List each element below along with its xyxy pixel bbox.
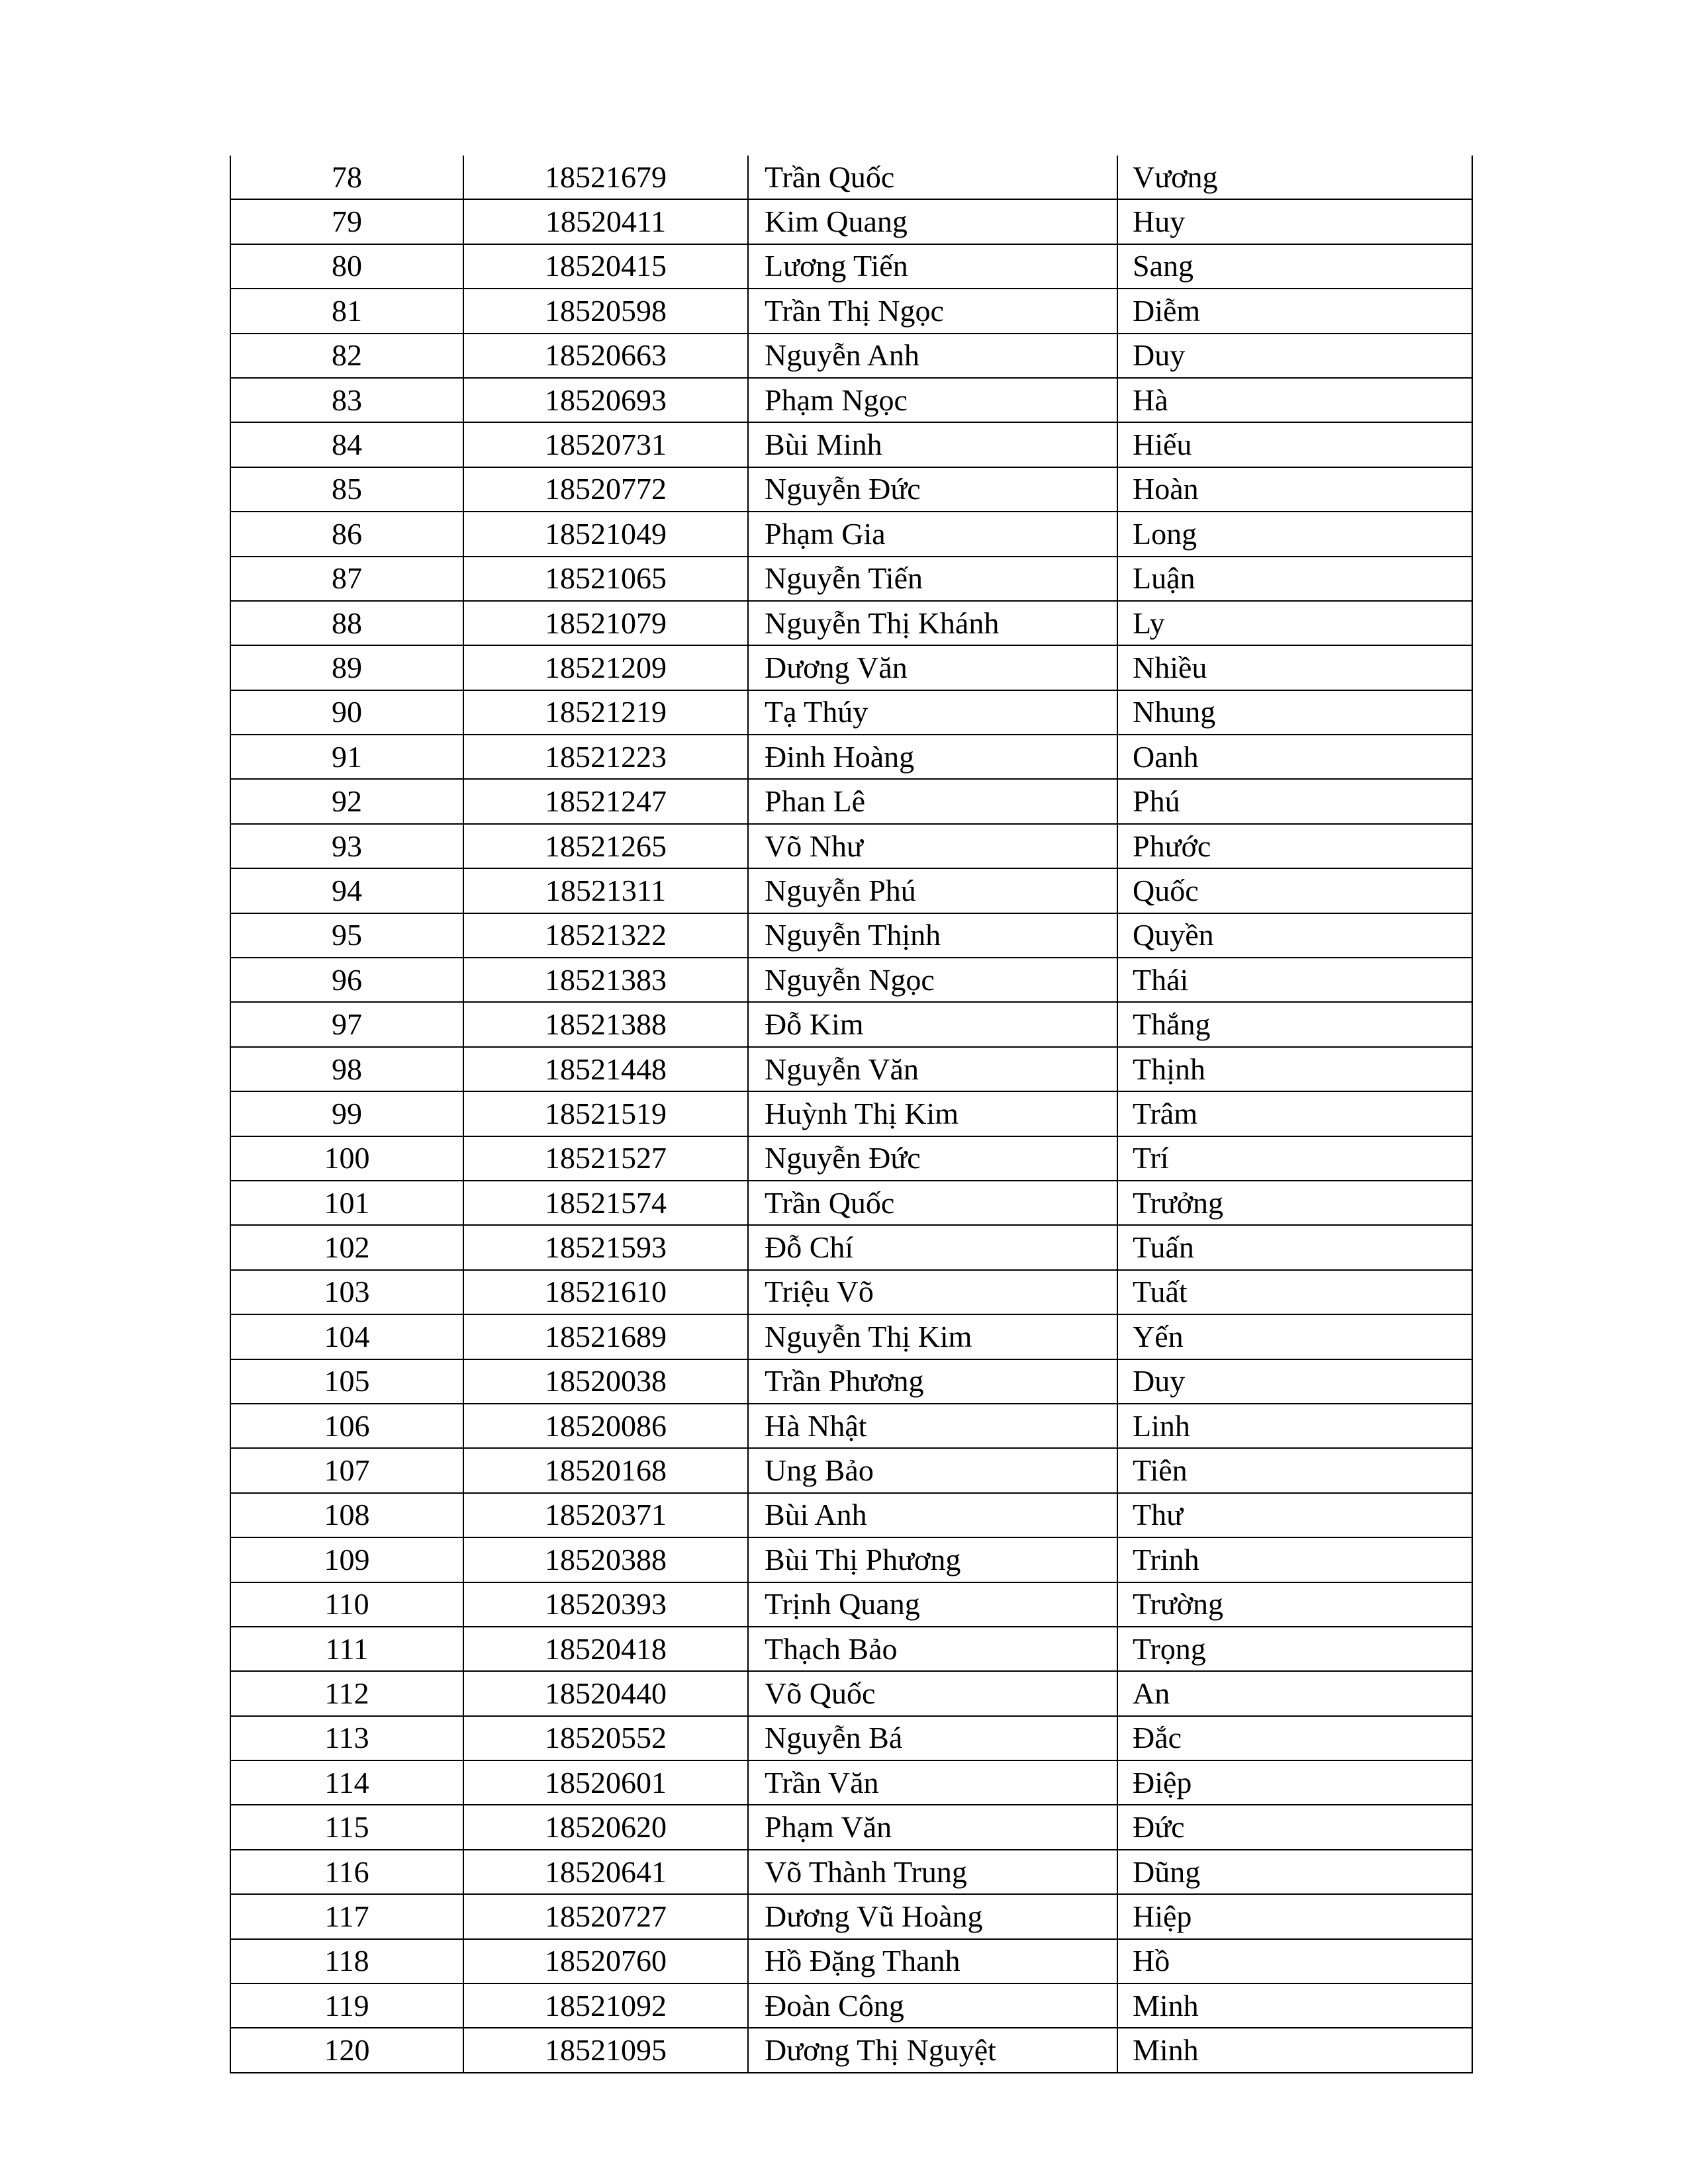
family-middle-name-cell: Đinh Hoàng	[748, 735, 1117, 779]
row-number-cell: 82	[230, 334, 463, 378]
row-number-cell: 110	[230, 1582, 463, 1627]
family-middle-name-cell: Nguyễn Văn	[748, 1047, 1117, 1091]
family-middle-name-cell: Trần Thị Ngọc	[748, 289, 1117, 333]
row-number-cell: 96	[230, 958, 463, 1002]
table-row	[230, 1939, 1472, 1983]
student-id-cell: 18521219	[463, 690, 748, 735]
given-name-cell: Hiệp	[1117, 1894, 1472, 1938]
table-row	[230, 334, 1472, 378]
family-middle-name-cell: Phan Lê	[748, 779, 1117, 823]
family-middle-name-cell: Nguyễn Tiến	[748, 557, 1117, 601]
student-id-cell: 18520168	[463, 1448, 748, 1492]
table-row	[230, 1359, 1472, 1404]
student-id-cell: 18521610	[463, 1270, 748, 1314]
given-name-cell: Quyền	[1117, 913, 1472, 958]
student-id-cell: 18520086	[463, 1404, 748, 1448]
given-name-cell: Quốc	[1117, 868, 1472, 913]
student-id-cell: 18521265	[463, 824, 748, 868]
family-middle-name-cell: Đoàn Công	[748, 1983, 1117, 2028]
family-middle-name-cell: Lương Tiến	[748, 244, 1117, 289]
family-middle-name-cell: Triệu Võ	[748, 1270, 1117, 1314]
given-name-cell: Trinh	[1117, 1537, 1472, 1582]
given-name-cell: Huy	[1117, 199, 1472, 244]
student-id-cell: 18520641	[463, 1850, 748, 1894]
family-middle-name-cell: Dương Văn	[748, 645, 1117, 690]
given-name-cell: Oanh	[1117, 735, 1472, 779]
row-number-cell: 103	[230, 1270, 463, 1314]
student-id-cell: 18521095	[463, 2028, 748, 2072]
student-id-cell: 18520418	[463, 1627, 748, 1671]
table-row	[230, 1716, 1472, 1760]
family-middle-name-cell: Nguyễn Ngọc	[748, 958, 1117, 1002]
family-middle-name-cell: Nguyễn Bá	[748, 1716, 1117, 1760]
family-middle-name-cell: Bùi Minh	[748, 422, 1117, 467]
family-middle-name-cell: Nguyễn Thị Khánh	[748, 601, 1117, 645]
student-id-cell: 18521527	[463, 1136, 748, 1181]
given-name-cell: Ly	[1117, 601, 1472, 645]
table-row	[230, 913, 1472, 958]
family-middle-name-cell: Võ Như	[748, 824, 1117, 868]
given-name-cell: Yến	[1117, 1314, 1472, 1359]
row-number-cell: 111	[230, 1627, 463, 1671]
family-middle-name-cell: Thạch Bảo	[748, 1627, 1117, 1671]
table-row	[230, 1091, 1472, 1136]
table-row	[230, 244, 1472, 289]
given-name-cell: Trưởng	[1117, 1181, 1472, 1225]
row-number-cell: 87	[230, 557, 463, 601]
student-id-cell: 18521079	[463, 601, 748, 645]
table-row	[230, 557, 1472, 601]
table-row	[230, 1002, 1472, 1046]
family-middle-name-cell: Trần Văn	[748, 1760, 1117, 1805]
table-row	[230, 1270, 1472, 1314]
family-middle-name-cell: Phạm Ngọc	[748, 378, 1117, 422]
given-name-cell: Duy	[1117, 1359, 1472, 1404]
family-middle-name-cell: Nguyễn Đức	[748, 1136, 1117, 1181]
given-name-cell: Điệp	[1117, 1760, 1472, 1805]
given-name-cell: Hà	[1117, 378, 1472, 422]
student-id-cell: 18520371	[463, 1493, 748, 1537]
family-middle-name-cell: Trịnh Quang	[748, 1582, 1117, 1627]
student-id-cell: 18520772	[463, 467, 748, 512]
table-row	[230, 735, 1472, 779]
student-id-cell: 18521247	[463, 779, 748, 823]
student-id-cell: 18520393	[463, 1582, 748, 1627]
table-row	[230, 422, 1472, 467]
student-id-cell: 18520415	[463, 244, 748, 289]
family-middle-name-cell: Đỗ Kim	[748, 1002, 1117, 1046]
table-row	[230, 1493, 1472, 1537]
family-middle-name-cell: Tạ Thúy	[748, 690, 1117, 735]
given-name-cell: Thịnh	[1117, 1047, 1472, 1091]
row-number-cell: 115	[230, 1805, 463, 1849]
given-name-cell: Thắng	[1117, 1002, 1472, 1046]
table-row	[230, 199, 1472, 244]
table-row	[230, 512, 1472, 556]
table-row	[230, 1136, 1472, 1181]
student-id-cell: 18520663	[463, 334, 748, 378]
row-number-cell: 93	[230, 824, 463, 868]
student-id-cell: 18521209	[463, 645, 748, 690]
given-name-cell: Phước	[1117, 824, 1472, 868]
row-number-cell: 85	[230, 467, 463, 512]
row-number-cell: 117	[230, 1894, 463, 1938]
given-name-cell: Đức	[1117, 1805, 1472, 1849]
student-id-cell: 18521383	[463, 958, 748, 1002]
family-middle-name-cell: Võ Quốc	[748, 1671, 1117, 1715]
student-id-cell: 18521519	[463, 1091, 748, 1136]
row-number-cell: 91	[230, 735, 463, 779]
table-row	[230, 467, 1472, 512]
given-name-cell: Trọng	[1117, 1627, 1472, 1671]
family-middle-name-cell: Kim Quang	[748, 199, 1117, 244]
table-row	[230, 958, 1472, 1002]
family-middle-name-cell: Đỗ Chí	[748, 1225, 1117, 1269]
row-number-cell: 104	[230, 1314, 463, 1359]
table-row	[230, 1404, 1472, 1448]
student-id-cell: 18520601	[463, 1760, 748, 1805]
given-name-cell: Trí	[1117, 1136, 1472, 1181]
row-number-cell: 92	[230, 779, 463, 823]
family-middle-name-cell: Nguyễn Thị Kim	[748, 1314, 1117, 1359]
given-name-cell: Sang	[1117, 244, 1472, 289]
given-name-cell: An	[1117, 1671, 1472, 1715]
table-row	[230, 1894, 1472, 1938]
family-middle-name-cell: Nguyễn Anh	[748, 334, 1117, 378]
table-row	[230, 690, 1472, 735]
given-name-cell: Nhiều	[1117, 645, 1472, 690]
student-id-cell: 18521689	[463, 1314, 748, 1359]
family-middle-name-cell: Trần Quốc	[748, 1181, 1117, 1225]
row-number-cell: 101	[230, 1181, 463, 1225]
table-row	[230, 1314, 1472, 1359]
table-row	[230, 1537, 1472, 1582]
table-row	[230, 1225, 1472, 1269]
table-row	[230, 2028, 1472, 2072]
family-middle-name-cell: Phạm Văn	[748, 1805, 1117, 1849]
table-body	[230, 156, 1472, 2073]
student-id-cell: 18521593	[463, 1225, 748, 1269]
given-name-cell: Luận	[1117, 557, 1472, 601]
row-number-cell: 90	[230, 690, 463, 735]
table-row	[230, 1760, 1472, 1805]
table-row	[230, 1805, 1472, 1849]
student-id-cell: 18520620	[463, 1805, 748, 1849]
given-name-cell: Long	[1117, 512, 1472, 556]
row-number-cell: 98	[230, 1047, 463, 1091]
row-number-cell: 95	[230, 913, 463, 958]
student-id-cell: 18521311	[463, 868, 748, 913]
student-id-cell: 18521049	[463, 512, 748, 556]
student-id-cell: 18520760	[463, 1939, 748, 1983]
row-number-cell: 107	[230, 1448, 463, 1492]
student-id-cell: 18521679	[463, 156, 748, 199]
row-number-cell: 105	[230, 1359, 463, 1404]
family-middle-name-cell: Hà Nhật	[748, 1404, 1117, 1448]
family-middle-name-cell: Ung Bảo	[748, 1448, 1117, 1492]
given-name-cell: Hồ	[1117, 1939, 1472, 1983]
given-name-cell: Đắc	[1117, 1716, 1472, 1760]
row-number-cell: 118	[230, 1939, 463, 1983]
student-id-cell: 18520038	[463, 1359, 748, 1404]
table-row	[230, 779, 1472, 823]
family-middle-name-cell: Trần Quốc	[748, 156, 1117, 199]
row-number-cell: 108	[230, 1493, 463, 1537]
given-name-cell: Trâm	[1117, 1091, 1472, 1136]
student-id-cell: 18520731	[463, 422, 748, 467]
row-number-cell: 106	[230, 1404, 463, 1448]
given-name-cell: Phú	[1117, 779, 1472, 823]
family-middle-name-cell: Dương Thị Nguyệt	[748, 2028, 1117, 2072]
family-middle-name-cell: Võ Thành Trung	[748, 1850, 1117, 1894]
row-number-cell: 80	[230, 244, 463, 289]
given-name-cell: Diễm	[1117, 289, 1472, 333]
table-row	[230, 868, 1472, 913]
table-row	[230, 378, 1472, 422]
given-name-cell: Hoàn	[1117, 467, 1472, 512]
row-number-cell: 78	[230, 156, 463, 199]
table-row	[230, 601, 1472, 645]
family-middle-name-cell: Nguyễn Đức	[748, 467, 1117, 512]
row-number-cell: 120	[230, 2028, 463, 2072]
row-number-cell: 88	[230, 601, 463, 645]
student-id-cell: 18521388	[463, 1002, 748, 1046]
family-middle-name-cell: Trần Phương	[748, 1359, 1117, 1404]
table-row	[230, 1582, 1472, 1627]
family-middle-name-cell: Bùi Thị Phương	[748, 1537, 1117, 1582]
family-middle-name-cell: Huỳnh Thị Kim	[748, 1091, 1117, 1136]
student-id-cell: 18521092	[463, 1983, 748, 2028]
table-row	[230, 1047, 1472, 1091]
table-row	[230, 1850, 1472, 1894]
given-name-cell: Hiếu	[1117, 422, 1472, 467]
row-number-cell: 99	[230, 1091, 463, 1136]
row-number-cell: 83	[230, 378, 463, 422]
given-name-cell: Vương	[1117, 156, 1472, 199]
table-row	[230, 1671, 1472, 1715]
given-name-cell: Dũng	[1117, 1850, 1472, 1894]
row-number-cell: 94	[230, 868, 463, 913]
row-number-cell: 114	[230, 1760, 463, 1805]
given-name-cell: Minh	[1117, 2028, 1472, 2072]
student-id-cell: 18520552	[463, 1716, 748, 1760]
given-name-cell: Duy	[1117, 334, 1472, 378]
given-name-cell: Thái	[1117, 958, 1472, 1002]
row-number-cell: 81	[230, 289, 463, 333]
given-name-cell: Trường	[1117, 1582, 1472, 1627]
row-number-cell: 112	[230, 1671, 463, 1715]
student-id-cell: 18520727	[463, 1894, 748, 1938]
student-id-cell: 18521448	[463, 1047, 748, 1091]
given-name-cell: Minh	[1117, 1983, 1472, 2028]
table-row	[230, 824, 1472, 868]
given-name-cell: Linh	[1117, 1404, 1472, 1448]
family-middle-name-cell: Dương Vũ Hoàng	[748, 1894, 1117, 1938]
table-row	[230, 156, 1472, 199]
family-middle-name-cell: Nguyễn Thịnh	[748, 913, 1117, 958]
row-number-cell: 79	[230, 199, 463, 244]
student-id-cell: 18521574	[463, 1181, 748, 1225]
student-list-table	[230, 156, 1473, 2073]
student-id-cell: 18521223	[463, 735, 748, 779]
student-id-cell: 18521322	[463, 913, 748, 958]
table-row	[230, 1983, 1472, 2028]
table-row	[230, 1181, 1472, 1225]
row-number-cell: 84	[230, 422, 463, 467]
family-middle-name-cell: Phạm Gia	[748, 512, 1117, 556]
family-middle-name-cell: Bùi Anh	[748, 1493, 1117, 1537]
row-number-cell: 100	[230, 1136, 463, 1181]
family-middle-name-cell: Hồ Đặng Thanh	[748, 1939, 1117, 1983]
row-number-cell: 97	[230, 1002, 463, 1046]
row-number-cell: 116	[230, 1850, 463, 1894]
table-row	[230, 1448, 1472, 1492]
row-number-cell: 102	[230, 1225, 463, 1269]
student-id-cell: 18520598	[463, 289, 748, 333]
given-name-cell: Tuất	[1117, 1270, 1472, 1314]
table-row	[230, 645, 1472, 690]
row-number-cell: 119	[230, 1983, 463, 2028]
row-number-cell: 113	[230, 1716, 463, 1760]
row-number-cell: 109	[230, 1537, 463, 1582]
student-id-cell: 18521065	[463, 557, 748, 601]
student-id-cell: 18520411	[463, 199, 748, 244]
student-id-cell: 18520693	[463, 378, 748, 422]
given-name-cell: Nhung	[1117, 690, 1472, 735]
student-id-cell: 18520388	[463, 1537, 748, 1582]
given-name-cell: Tiên	[1117, 1448, 1472, 1492]
given-name-cell: Thư	[1117, 1493, 1472, 1537]
row-number-cell: 89	[230, 645, 463, 690]
table-row	[230, 1627, 1472, 1671]
table-row	[230, 289, 1472, 333]
family-middle-name-cell: Nguyễn Phú	[748, 868, 1117, 913]
given-name-cell: Tuấn	[1117, 1225, 1472, 1269]
student-id-cell: 18520440	[463, 1671, 748, 1715]
row-number-cell: 86	[230, 512, 463, 556]
